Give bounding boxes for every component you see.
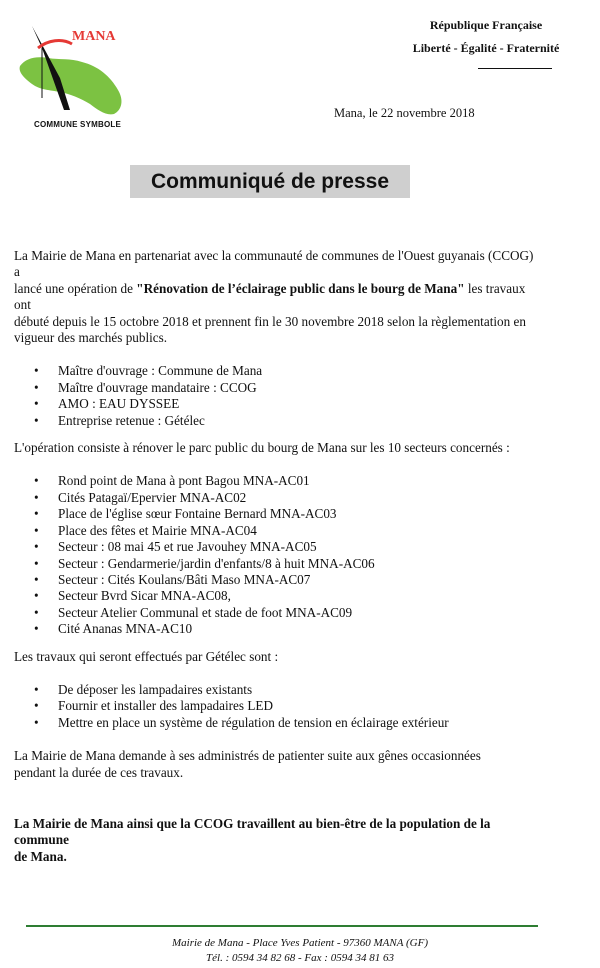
list-item: • Secteur Atelier Communal et stade de foot MNA-AC09 (14, 605, 534, 621)
logo-name: MANA (72, 29, 116, 44)
list-item: • Cités Patagaï/Epervier MNA-AC02 (14, 490, 534, 506)
footer-phones: Tél. : 0594 34 82 68 - Fax : 0594 34 81 63 (206, 952, 394, 964)
mana-logo (12, 18, 137, 133)
intro-line-2-start: lancé une opération de (14, 280, 137, 296)
works-list (14, 682, 534, 731)
works-intro: Les travaux qui seront effectués par Gétélec sont : (14, 648, 279, 664)
list-item: • Secteur : Cités Koulans/Bâti Maso MNA-AC07 (14, 572, 534, 588)
intro-line-1: La Mairie de Mana en partenariat avec la communauté de communes de l'Ouest guyanais (CCOG) a (14, 248, 534, 280)
list-item: • Entreprise retenue : Gétélec (14, 413, 534, 429)
intro-line-3: débuté depuis le 15 octobre 2018 et prennent fin le 30 novembre 2018 selon la règlementation en (14, 313, 526, 329)
project-name: "Rénovation de l’éclairage public dans le bourg de Mana" (136, 280, 465, 296)
request-paragraph (14, 748, 534, 781)
sectors-intro: L'opération consiste à rénover le parc public du bourg de Mana sur les 10 secteurs concernés : (14, 440, 510, 456)
conclusion-line-2: de Mana. (14, 848, 67, 864)
intro-line-2-end: les travaux ont (14, 280, 526, 313)
page-title: Communiqué de presse (150, 170, 390, 193)
logo-caption: COMMUNE SYMBOLE (34, 120, 121, 129)
list-item: • Cité Ananas MNA-AC10 (14, 621, 534, 637)
list-item: • Secteur : Gendarmerie/jardin d'enfants/8 à huit MNA-AC06 (14, 556, 534, 572)
footer (0, 936, 600, 966)
conclusion-line-1: La Mairie de Mana ainsi que la CCOG travaillent au bien-être de la population de la commune (14, 815, 491, 848)
roles-list (14, 363, 534, 429)
list-item: • De déposer les lampadaires existants (14, 682, 534, 698)
list-item: • Fournir et installer des lampadaires LED (14, 698, 534, 714)
document-body (14, 248, 534, 865)
republic-name: République Française (429, 18, 543, 32)
list-item: • Maître d'ouvrage : Commune de Mana (14, 363, 534, 379)
footer-divider (26, 925, 538, 927)
intro-paragraph (14, 248, 534, 346)
intro-line-4: vigueur des marchés publics. (14, 330, 168, 346)
document-date: Mana, le 22 novembre 2018 (334, 106, 475, 120)
request-line-2: pendant la durée de ces travaux. (14, 764, 184, 780)
list-item: • Secteur : 08 mai 45 et rue Javouhey MNA-AC05 (14, 539, 534, 555)
conclusion-paragraph (14, 816, 534, 865)
sectors-list (14, 473, 534, 637)
republic-header (386, 14, 586, 60)
list-item: • Place de l'église sœur Fontaine Bernard MNA-AC03 (14, 506, 534, 522)
logo-map-shape (20, 57, 122, 114)
list-item: • AMO : EAU DYSSEE (14, 396, 534, 412)
list-item: • Maître d'ouvrage mandataire : CCOG (14, 380, 534, 396)
title-box (130, 165, 410, 198)
footer-address: Mairie de Mana - Place Yves Patient - 97360 MANA (GF) (171, 937, 428, 949)
republic-motto: Liberté - Égalité - Fraternité (412, 41, 560, 55)
list-item: • Mettre en place un système de régulation de tension en éclairage extérieur (14, 715, 534, 731)
request-line-1: La Mairie de Mana demande à ses administrés de patienter suite aux gênes occasionnées (14, 748, 481, 764)
list-item: • Rond point de Mana à pont Bagou MNA-AC01 (14, 473, 534, 489)
republic-divider (478, 68, 552, 69)
list-item: • Place des fêtes et Mairie MNA-AC04 (14, 523, 534, 539)
list-item: • Secteur Bvrd Sicar MNA-AC08, (14, 588, 534, 604)
